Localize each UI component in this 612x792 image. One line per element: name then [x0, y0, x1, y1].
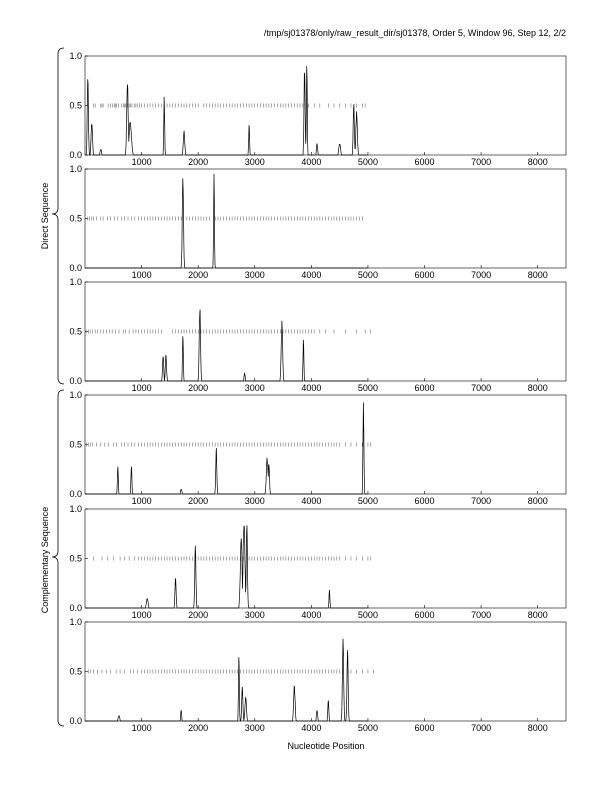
y-tick-label: 0.5: [69, 213, 82, 224]
x-tick-label: 3000: [244, 157, 265, 167]
x-tick-label: 8000: [527, 270, 548, 280]
x-tick-label: 5000: [357, 270, 378, 280]
x-tick-label: 7000: [471, 610, 492, 620]
x-tick-label: 4000: [301, 496, 322, 506]
y-tick-label: 1.0: [69, 51, 82, 61]
x-tick-label: 5000: [357, 496, 378, 506]
y-tick-label: 1.0: [69, 164, 82, 174]
x-tick-label: 4000: [301, 270, 322, 280]
x-tick-label: 3000: [244, 610, 265, 620]
x-tick-label: 2000: [188, 496, 209, 506]
x-tick-label: 6000: [414, 496, 435, 506]
x-tick-label: 6000: [414, 157, 435, 167]
x-tick-label: 1000: [131, 383, 152, 393]
x-tick-label: 2000: [188, 723, 209, 733]
x-tick-label: 7000: [471, 723, 492, 733]
x-tick-label: 6000: [414, 270, 435, 280]
y-tick-label: 0.5: [69, 100, 82, 111]
x-tick-label: 2000: [188, 270, 209, 280]
y-tick-label: 0.5: [69, 553, 82, 564]
x-tick-label: 1000: [131, 157, 152, 167]
direct-sequence-label: Direct Sequence: [40, 182, 50, 250]
x-axis-title: Nucleotide Position: [287, 741, 365, 751]
x-tick-label: 6000: [414, 610, 435, 620]
x-tick-label: 3000: [244, 496, 265, 506]
x-tick-label: 4000: [301, 610, 322, 620]
x-tick-label: 5000: [357, 610, 378, 620]
x-tick-label: 8000: [527, 723, 548, 733]
x-tick-label: 1000: [131, 723, 152, 733]
x-tick-label: 4000: [301, 723, 322, 733]
x-tick-label: 8000: [527, 157, 548, 167]
x-tick-label: 3000: [244, 383, 265, 393]
x-tick-label: 7000: [471, 496, 492, 506]
y-tick-label: 0.0: [69, 263, 82, 273]
x-tick-label: 3000: [244, 270, 265, 280]
x-tick-label: 1000: [131, 610, 152, 620]
x-tick-label: 7000: [471, 157, 492, 167]
y-tick-label: 0.0: [69, 376, 82, 386]
x-tick-label: 5000: [357, 723, 378, 733]
y-tick-label: 1.0: [69, 617, 82, 627]
y-tick-label: 0.5: [69, 326, 82, 337]
y-tick-label: 0.0: [69, 603, 82, 613]
y-tick-label: 0.5: [69, 439, 82, 450]
figure-title: /tmp/sj01378/only/raw_result_dir/sj01378, Order 5, Window 96, Step 12, 2/2: [263, 28, 566, 38]
x-tick-label: 2000: [188, 610, 209, 620]
x-tick-label: 5000: [357, 157, 378, 167]
x-tick-label: 7000: [471, 270, 492, 280]
x-tick-label: 4000: [301, 383, 322, 393]
x-tick-label: 6000: [414, 723, 435, 733]
x-tick-label: 8000: [527, 610, 548, 620]
y-tick-label: 1.0: [69, 504, 82, 514]
x-tick-label: 3000: [244, 723, 265, 733]
x-tick-label: 5000: [357, 383, 378, 393]
y-tick-label: 0.0: [69, 716, 82, 726]
x-tick-label: 1000: [131, 496, 152, 506]
x-tick-label: 4000: [301, 157, 322, 167]
y-tick-label: 0.0: [69, 150, 82, 160]
x-tick-label: 8000: [527, 496, 548, 506]
y-tick-label: 1.0: [69, 277, 82, 287]
x-tick-label: 6000: [414, 383, 435, 393]
complementary-sequence-label: Complementary Sequence: [40, 506, 50, 614]
x-tick-label: 8000: [527, 383, 548, 393]
x-tick-label: 2000: [188, 157, 209, 167]
y-tick-label: 0.5: [69, 666, 82, 677]
x-tick-label: 1000: [131, 270, 152, 280]
x-tick-label: 7000: [471, 383, 492, 393]
y-tick-label: 1.0: [69, 390, 82, 400]
y-tick-label: 0.0: [69, 489, 82, 499]
x-tick-label: 2000: [188, 383, 209, 393]
